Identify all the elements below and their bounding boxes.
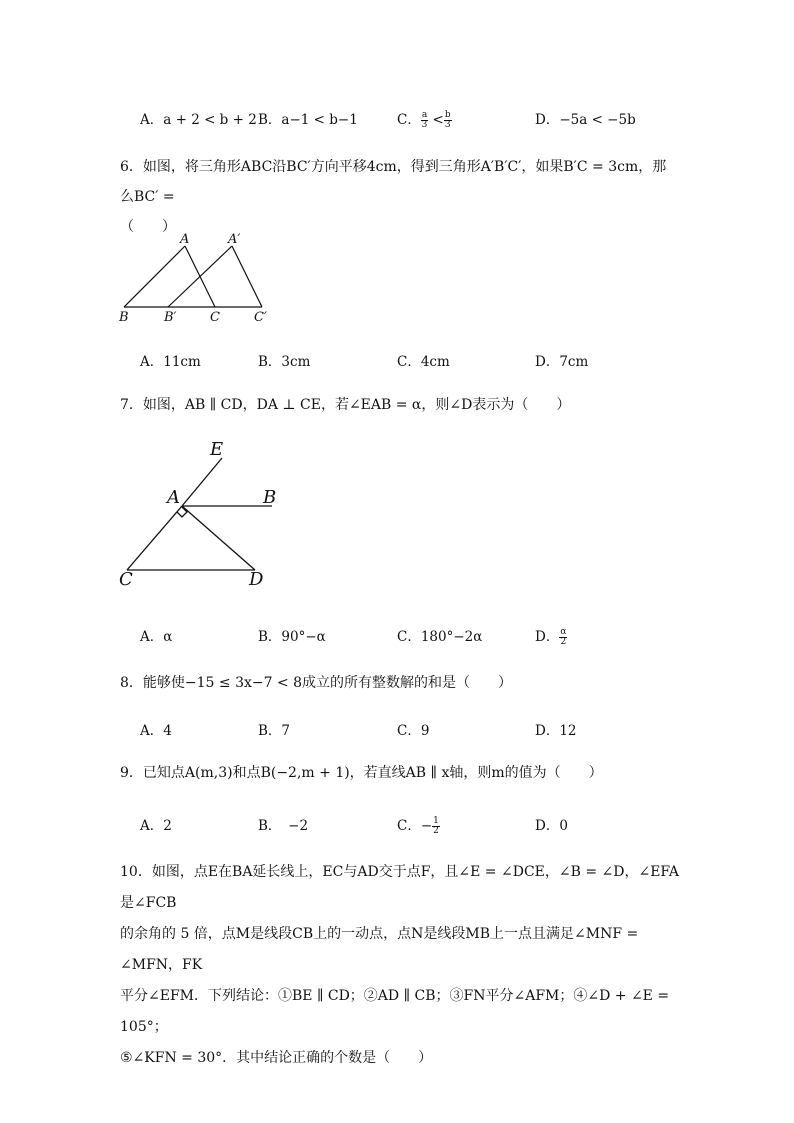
q6-option-c: C．4cm [397,354,450,370]
q7-option-b: B．90°−α [258,629,326,645]
q10-line-2: 的余角的 5 倍，点M是线段CB上的一动点，点N是线段MB上一点且满足∠MNF = ∠MFN，FK [120,926,639,973]
ray-ae [182,458,222,506]
label-a: A [180,232,190,247]
q7-figure-parallel-lines [112,435,292,595]
q5-option-b: B．a−1 < b−1 [258,112,358,128]
q5-option-a: A．a + 2 < b + 2 [140,112,257,128]
q6-options [140,350,660,374]
q7-option-d [535,625,567,647]
q8-option-c: C．9 [397,723,430,739]
q9-stem-text: 9．已知点A(m,3)和点B(−2,m + 1)，若直线AB ∥ x轴，则m的值为（ ） [120,765,603,781]
q6-stem-text: 6．如图，将三角形ABC沿BC′方向平移4cm，得到三角形A′B′C′，如果B′C = 3cm，那么BC′ = [120,159,667,205]
q10-stem [120,857,680,1074]
q8-option-b: B．7 [258,723,291,739]
denominator: 2 [560,637,567,647]
q6-figure-translated-triangles [110,228,280,328]
numerator: 1 [433,816,439,826]
denominator: 3 [444,120,451,130]
line-ad [182,506,255,570]
q5-option-c [397,108,452,130]
numerator: b [444,110,451,120]
q9-option-c-label: C．− [397,818,433,834]
fraction [559,628,567,647]
q9-option-d: D．0 [535,818,568,834]
label-b-prime: B′ [164,310,177,325]
side-a2c2 [232,246,262,307]
q10-line-3: 平分∠EFM．下列结论：①BE ∥ CD；②AD ∥ CB；③FN平分∠AFM；④∠D + ∠E = 105°； [120,988,670,1035]
label-b: B [119,310,129,325]
q6-option-d: D．7cm [535,354,589,370]
side-a2b2 [168,246,232,307]
q9-option-c [397,814,440,836]
fraction [432,817,440,836]
q6-option-b: B．3cm [258,354,311,370]
q10-line-4: ⑤∠KFN = 30°．其中结论正确的个数是（ ） [120,1050,433,1066]
relation: < [432,112,444,128]
q7-option-c: C．180°−2α [397,629,483,645]
q9-options [140,814,660,838]
q8-options [140,719,660,743]
q8-option-a: A．4 [140,723,172,739]
q6-answer-paren: （ ） [120,219,176,235]
label-c: C [210,310,220,325]
denominator: 2 [433,826,439,836]
side-ab [124,246,185,307]
q9-option-a: A．2 [140,818,172,834]
q10-line-1: 10．如图，点E在BA延长线上，EC与AD交于点F，且∠E = ∠DCE，∠B = ∠D，∠EFA是∠FCB [120,864,680,911]
numerator: α [560,627,567,637]
q8-option-d: D．12 [535,723,577,739]
numerator: a [421,110,428,120]
label-c: C [119,569,133,590]
q9-stem [120,758,680,788]
q7-stem [120,390,680,420]
label-b: B [263,487,277,508]
label-a: A [167,487,180,508]
fraction [444,111,452,130]
q7-option-d-label: D． [535,629,560,645]
q8-stem [120,668,680,698]
q9-option-b: B． −2 [258,818,309,834]
q7-option-a: A．α [140,629,173,645]
label-c-prime: C′ [254,310,267,325]
fraction [421,111,428,130]
q7-options [140,625,660,649]
line-ac [127,506,182,570]
label-e: E [210,439,224,460]
q7-stem-text: 7．如图，AB ∥ CD，DA ⊥ CE，若∠EAB = α，则∠D表示为（ ） [120,397,571,413]
q5-option-d: D．−5a < −5b [535,112,636,128]
label-d: D [249,569,264,590]
q8-stem-text: 8．能够使−15 ≤ 3x−7 < 8成立的所有整数解的和是（ ） [120,675,513,691]
label-a-prime: A′ [228,232,241,247]
q5-option-c-label: C． [397,112,421,128]
denominator: 3 [421,120,428,130]
q6-option-a: A．11cm [140,354,201,370]
q5-options [140,108,660,132]
